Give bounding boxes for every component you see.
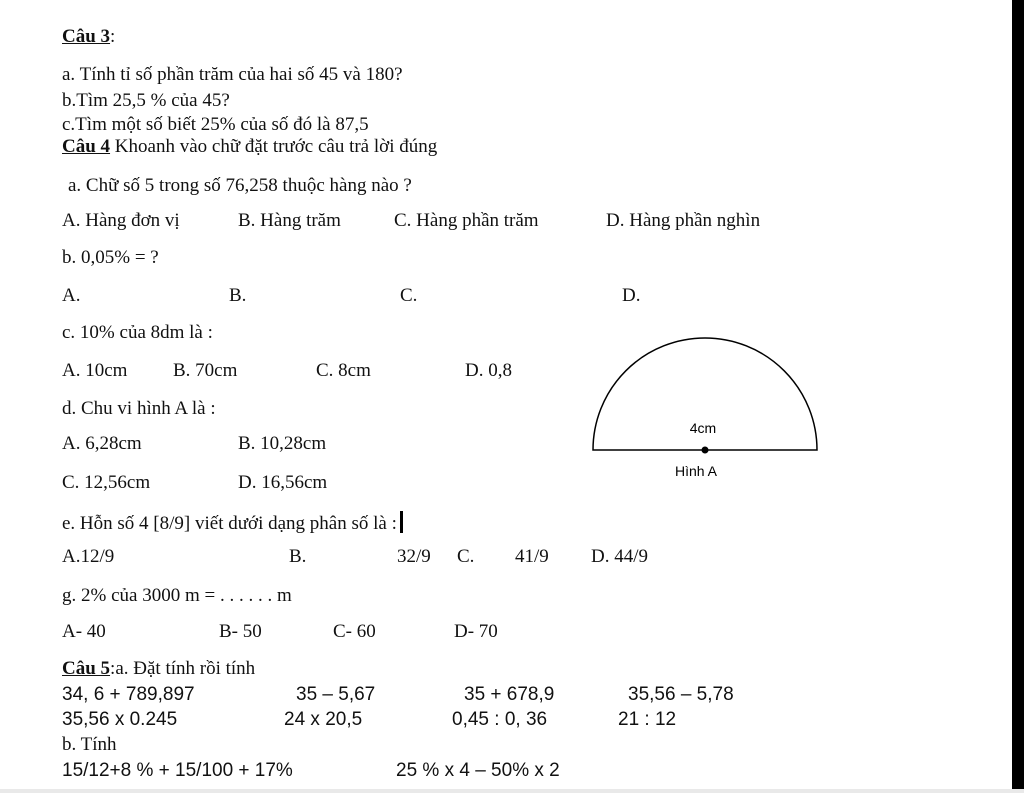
q3-title: Câu 3 bbox=[62, 26, 111, 47]
q4g-option-d: D- 70 bbox=[454, 621, 498, 642]
q4e-option-b-value: 32/9 bbox=[397, 546, 431, 567]
q4d-option-b: B. 10,28cm bbox=[238, 433, 327, 454]
q4e-option-a: A.12/9 bbox=[62, 546, 115, 567]
q4d-option-a: A. 6,28cm bbox=[62, 433, 142, 454]
q5-heading bbox=[62, 659, 255, 678]
q5-expr-8: 21 : 12 bbox=[618, 709, 677, 730]
center-point bbox=[702, 447, 709, 454]
q4g-option-a: A- 40 bbox=[62, 621, 106, 642]
q5-expr-6: 24 x 20,5 bbox=[284, 709, 363, 730]
q4a-option-a: A. Hàng đơn vị bbox=[62, 210, 180, 231]
q5-title: Câu 5 bbox=[62, 658, 111, 679]
q5-part-b: b. Tính bbox=[62, 734, 117, 755]
q4e-line bbox=[62, 511, 403, 533]
q4a-option-d: D. Hàng phần nghìn bbox=[606, 210, 761, 231]
q5-expr-5: 35,56 x 0.245 bbox=[62, 709, 178, 730]
q4c-option-d: D. 0,8 bbox=[465, 360, 512, 381]
right-border bbox=[1012, 0, 1024, 793]
q4a-option-c: C. Hàng phần trăm bbox=[394, 210, 539, 231]
q4b-question: b. 0,05% = ? bbox=[62, 247, 159, 268]
q4e-option-d: D. 44/9 bbox=[591, 546, 648, 567]
q4d-option-c: C. 12,56cm bbox=[62, 472, 151, 493]
q4b-option-a: A. bbox=[62, 285, 81, 306]
q3-heading bbox=[62, 27, 115, 46]
semicircle-figure bbox=[585, 330, 825, 480]
q4c-question: c. 10% của 8dm là : bbox=[62, 322, 213, 343]
q3-part-c: c.Tìm một số biết 25% của số đó là 87,5 bbox=[62, 114, 369, 135]
radius-label: 4cm bbox=[689, 420, 717, 436]
q4d-option-d: D. 16,56cm bbox=[238, 472, 328, 493]
q4-instruction: Khoanh vào chữ đặt trước câu trả lời đúng bbox=[110, 136, 438, 157]
q5-intro: :a. Đặt tính rồi tính bbox=[110, 658, 256, 679]
q4b-option-c: C. bbox=[400, 285, 418, 306]
q4e-option-b: B. bbox=[289, 546, 307, 567]
q4c-option-a: A. 10cm bbox=[62, 360, 128, 381]
q4a-question: a. Chữ số 5 trong số 76,258 thuộc hàng nào ? bbox=[68, 175, 412, 196]
q5-expr-3: 35 + 678,9 bbox=[464, 684, 555, 705]
q4g-option-b: B- 50 bbox=[219, 621, 262, 642]
q4a-option-b: B. Hàng trăm bbox=[238, 210, 341, 231]
q4g-option-c: C- 60 bbox=[333, 621, 376, 642]
q4c-option-b: B. 70cm bbox=[173, 360, 238, 381]
bottom-border bbox=[0, 789, 1024, 793]
q4g-question: g. 2% của 3000 m = . . . . . . m bbox=[62, 585, 292, 606]
q5-expr-2: 35 – 5,67 bbox=[296, 684, 376, 705]
figure-caption: Hình A bbox=[674, 463, 718, 479]
q5-expr-1: 34, 6 + 789,897 bbox=[62, 684, 195, 705]
q5-expr-10: 25 % x 4 – 50% x 2 bbox=[396, 760, 560, 781]
q3-part-b: b.Tìm 25,5 % của 45? bbox=[62, 90, 230, 111]
q4d-question: d. Chu vi hình A là : bbox=[62, 398, 216, 419]
q4c-option-c: C. 8cm bbox=[316, 360, 371, 381]
q4-title: Câu 4 bbox=[62, 136, 111, 157]
q4-heading bbox=[62, 137, 437, 156]
q5-expr-4: 35,56 – 5,78 bbox=[628, 684, 734, 705]
q5-expr-9: 15/12+8 % + 15/100 + 17% bbox=[62, 760, 293, 781]
q4b-option-b: B. bbox=[229, 285, 247, 306]
q3-colon: : bbox=[110, 26, 116, 47]
q3-part-a: a. Tính tỉ số phần trăm của hai số 45 và 180? bbox=[62, 64, 403, 85]
q5-expr-7: 0,45 : 0, 36 bbox=[452, 709, 548, 730]
q4b-option-d: D. bbox=[622, 285, 641, 306]
q4e-option-c: C. bbox=[457, 546, 475, 567]
q4e-option-c-value: 41/9 bbox=[515, 546, 549, 567]
text-cursor bbox=[400, 511, 403, 533]
q4e-question: e. Hỗn số 4 [8/9] viết dưới dạng phân số là : bbox=[62, 513, 397, 534]
